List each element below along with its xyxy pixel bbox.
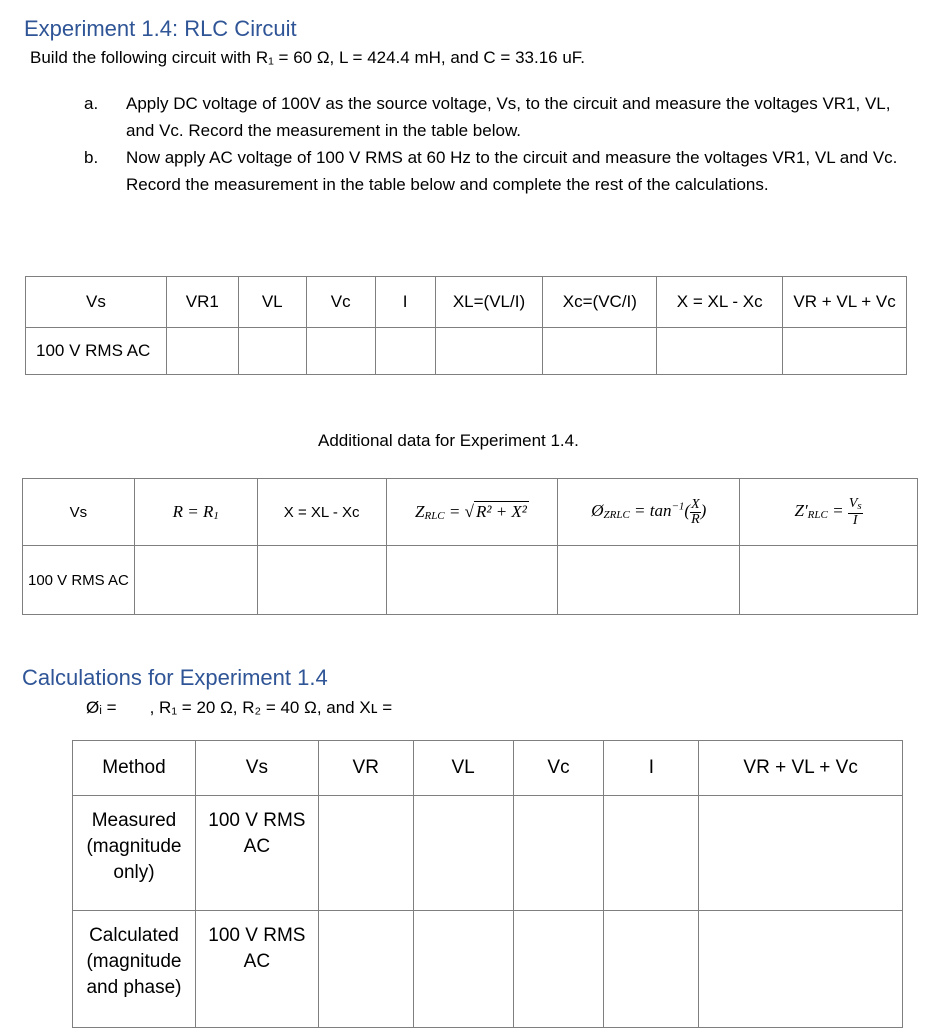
value-cell[interactable] [318,796,413,911]
value-cell[interactable] [543,328,657,375]
method-cell: Measured (magnitude only) [73,796,196,911]
table-row [73,911,903,1028]
source-voltage-cell: 100 V RMS AC [195,796,318,911]
calculations-parameters: Øᵢ = , R₁ = 20 Ω, R₂ = 40 Ω, and Xʟ = [86,698,393,717]
value-cell[interactable] [604,911,699,1028]
value-cell[interactable] [513,796,604,911]
additional-data-caption: Additional data for Experiment 1.4. [318,431,579,450]
table-row [26,328,907,375]
step-list [84,90,904,198]
header-cell: Vc [513,741,604,796]
header-zprime: $Z'_{RLC}$ = $\frac{V_s}{I}$ [740,479,918,546]
additional-data-table [22,478,918,615]
method-cell: Calculated (magnitude and phase) [73,911,196,1028]
header-cell: Method [73,741,196,796]
step-text: Now apply AC voltage of 100 V RMS at 60 Hz to the circuit and measure the voltages VR1, VL and Vc. Record the measurement in the table below and complete the rest of the calculations. [126,148,898,194]
header-cell: VR + VL + Vc [783,277,907,328]
value-cell[interactable] [238,328,306,375]
value-cell[interactable] [166,328,238,375]
header-cell: VR [318,741,413,796]
value-cell[interactable] [134,546,257,615]
value-cell[interactable] [318,911,413,1028]
value-cell[interactable] [386,546,558,615]
value-cell[interactable] [604,796,699,911]
header-cell: X = XL - Xc [657,277,783,328]
header-r: $R = R_1$ [134,479,257,546]
header-cell: Vs [23,479,135,546]
value-cell[interactable] [435,328,543,375]
measurement-table [25,276,907,375]
header-cell: Vs [26,277,167,328]
header-phase: $Ø_{ZRLC} = \tan^{-1}$( $\frac{X}{R}$ ) [558,479,740,546]
source-voltage-cell: 100 V RMS AC [195,911,318,1028]
table-header-row [26,277,907,328]
header-cell: XL=(VL/I) [435,277,543,328]
value-cell[interactable] [740,546,918,615]
step-label: a. [84,94,99,113]
header-cell: Xc=(VC/I) [543,277,657,328]
source-voltage-cell: 100 V RMS AC [23,546,135,615]
source-voltage-cell: 100 V RMS AC [26,328,167,375]
header-cell: VR + VL + Vc [699,741,903,796]
header-zrlc: $Z_{RLC}$ = √ R² + X² [386,479,558,546]
intro-text: Build the following circuit with R₁ = 60 Ω, L = 424.4 mH, and C = 33.16 uF. [30,48,586,67]
step-text: Apply DC voltage of 100V as the source voltage, Vs, to the circuit and measure the voltages VR1, VL, and Vc. Record the measurement in the table below. [126,94,891,140]
value-cell[interactable] [699,911,903,1028]
calculations-table [72,740,903,1028]
value-cell[interactable] [657,328,783,375]
value-cell[interactable] [375,328,435,375]
value-cell[interactable] [699,796,903,911]
table-row [73,796,903,911]
value-cell[interactable] [306,328,375,375]
table-header-row [73,741,903,796]
value-cell[interactable] [513,911,604,1028]
step-b [84,144,904,198]
experiment-heading: Experiment 1.4: RLC Circuit [24,16,297,41]
value-cell[interactable] [257,546,386,615]
header-cell: VR1 [166,277,238,328]
value-cell[interactable] [558,546,740,615]
header-cell: I [604,741,699,796]
table-header-row [23,479,918,546]
step-a [84,90,904,144]
value-cell[interactable] [413,911,513,1028]
table-row [23,546,918,615]
value-cell[interactable] [413,796,513,911]
header-cell: I [375,277,435,328]
header-cell: VL [238,277,306,328]
step-label: b. [84,148,99,167]
header-cell: Vs [195,741,318,796]
value-cell[interactable] [783,328,907,375]
header-cell: Vc [306,277,375,328]
calculations-heading: Calculations for Experiment 1.4 [22,665,328,690]
header-cell: VL [413,741,513,796]
header-cell: X = XL - Xc [257,479,386,546]
